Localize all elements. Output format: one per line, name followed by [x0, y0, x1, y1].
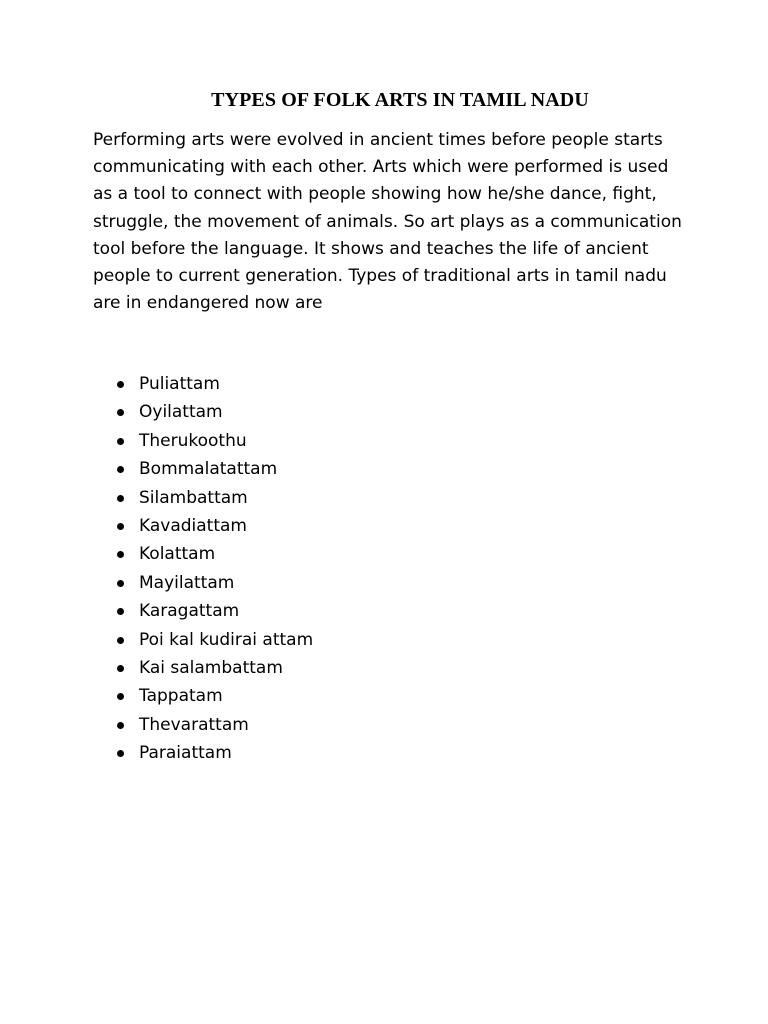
list-item-label: Tappatam — [139, 686, 223, 707]
list-item — [115, 739, 313, 767]
list-item-label: Poi kal kudirai attam — [139, 629, 314, 650]
list-item-label: Kavadiattam — [139, 516, 247, 537]
list-item — [115, 455, 313, 483]
bullet-icon — [117, 608, 124, 615]
page-title: TYPES OF FOLK ARTS IN TAMIL NADU — [211, 89, 589, 111]
intro-line: tool before the language. It shows and teaches the life of ancient — [93, 238, 649, 259]
list-item-label: Paraiattam — [139, 743, 232, 764]
bullet-icon — [117, 665, 124, 672]
list-item — [115, 398, 313, 426]
list-item — [115, 711, 313, 739]
bullet-icon — [117, 381, 124, 388]
list-item — [115, 540, 313, 568]
intro-paragraph — [93, 127, 683, 317]
list-item-label: Kolattam — [139, 544, 216, 565]
bullet-icon — [117, 438, 124, 445]
list-item — [115, 484, 313, 512]
bullet-icon — [117, 495, 124, 502]
bullet-icon — [117, 722, 124, 729]
intro-line: as a tool to connect with people showing how he/she dance, fight, — [93, 184, 657, 205]
list-item — [115, 512, 313, 540]
bullet-icon — [117, 580, 124, 587]
bullet-icon — [117, 466, 124, 473]
list-item-label: Puliattam — [139, 374, 220, 394]
bullet-icon — [117, 409, 124, 416]
bullet-icon — [117, 693, 124, 700]
list-item — [115, 569, 313, 597]
intro-line: people to current generation. Types of traditional arts in tamil nadu — [93, 266, 667, 287]
list-item-label: Thevarattam — [139, 714, 249, 735]
intro-line: struggle, the movement of animals. So art plays as a communication — [93, 211, 682, 232]
intro-line: communicating with each other. Arts which were performed is used — [93, 157, 669, 178]
list-item-label: Kai salambattam — [139, 658, 283, 679]
intro-line: are in endangered now are — [93, 293, 323, 314]
list-item — [115, 597, 313, 625]
list-item-label: Therukoothu — [139, 430, 247, 451]
list-item — [115, 654, 313, 682]
list-item — [115, 626, 313, 654]
list-item-label: Oyilattam — [139, 402, 223, 423]
bullet-icon — [117, 637, 124, 644]
list-item-label: Mayilattam — [139, 572, 235, 593]
bullet-icon — [117, 551, 124, 558]
list-item-label: Silambattam — [139, 487, 248, 508]
list-item — [115, 370, 313, 398]
list-item-label: Karagattam — [139, 601, 240, 622]
bullet-icon — [117, 523, 124, 530]
intro-line: Performing arts were evolved in ancient times before people starts — [93, 130, 663, 150]
list-item-label: Bommalatattam — [139, 459, 278, 480]
list-item — [115, 427, 313, 455]
bullet-icon — [117, 750, 124, 757]
folk-arts-list — [115, 370, 313, 768]
list-item — [115, 682, 313, 710]
